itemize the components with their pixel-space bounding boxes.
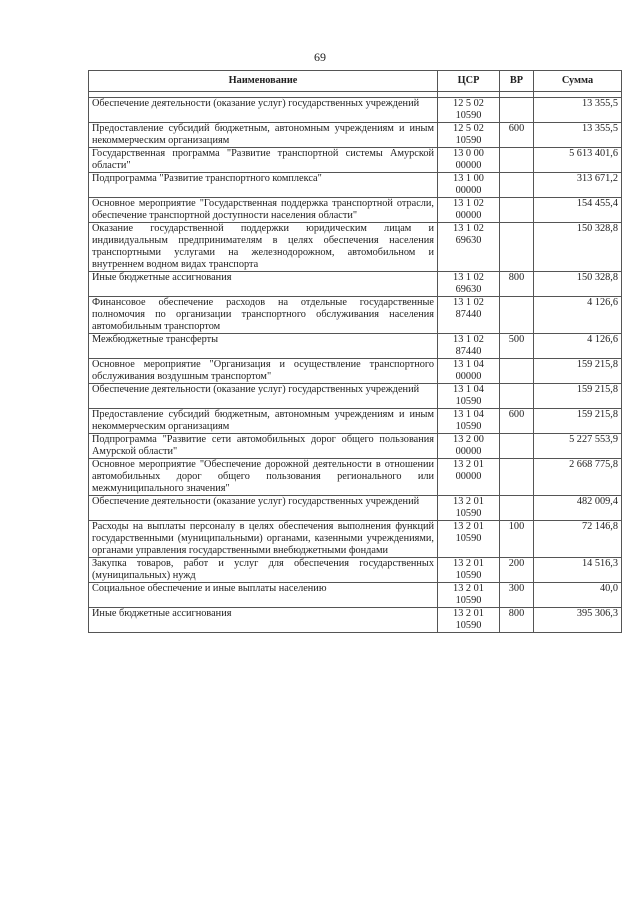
table-row [89, 148, 622, 173]
cell-csr: 13 2 01 10590 [438, 608, 500, 633]
cell-vr: 100 [500, 521, 534, 558]
cell-sum: 4 126,6 [534, 297, 622, 334]
cell-name: Иные бюджетные ассигнования [89, 272, 438, 297]
cell-vr: 800 [500, 272, 534, 297]
cell-vr [500, 496, 534, 521]
cell-name: Обеспечение деятельности (оказание услуг) государственных учреждений [89, 496, 438, 521]
cell-sum: 159 215,8 [534, 409, 622, 434]
cell-sum: 2 668 775,8 [534, 459, 622, 496]
cell-csr: 13 2 01 10590 [438, 558, 500, 583]
cell-csr: 13 2 01 00000 [438, 459, 500, 496]
cell-name: Государственная программа "Развитие транспортной системы Амурской области" [89, 148, 438, 173]
table-row [89, 608, 622, 633]
cell-name: Иные бюджетные ассигнования [89, 608, 438, 633]
table-row [89, 409, 622, 434]
table-row [89, 384, 622, 409]
cell-name: Предоставление субсидий бюджетным, автономным учреждениям и иным некоммерческим организациям [89, 123, 438, 148]
cell-csr: 13 1 02 87440 [438, 297, 500, 334]
cell-name: Подпрограмма "Развитие транспортного комплекса" [89, 173, 438, 198]
cell-name: Оказание государственной поддержки юридическим лицам и индивидуальным предпринимателям в целях обеспечения населения транспортными услугами на железнодорожном, автомобильном и внутреннем водном видах транспорта [89, 223, 438, 272]
cell-name: Обеспечение деятельности (оказание услуг) государственных учреждений [89, 98, 438, 123]
cell-csr: 13 2 01 10590 [438, 496, 500, 521]
table-row [89, 173, 622, 198]
cell-vr [500, 297, 534, 334]
cell-name: Предоставление субсидий бюджетным, автономным учреждениям и иным некоммерческим организациям [89, 409, 438, 434]
table-row [89, 459, 622, 496]
cell-vr [500, 359, 534, 384]
table-row [89, 334, 622, 359]
table-row [89, 198, 622, 223]
cell-csr: 13 1 04 10590 [438, 384, 500, 409]
header-name: Наименование [89, 71, 438, 92]
cell-sum: 313 671,2 [534, 173, 622, 198]
cell-vr: 200 [500, 558, 534, 583]
table-row [89, 223, 622, 272]
cell-vr: 500 [500, 334, 534, 359]
cell-name: Основное мероприятие "Организация и осуществление транспортного обслуживания воздушным транспортом" [89, 359, 438, 384]
cell-name: Закупка товаров, работ и услуг для обеспечения государственных (муниципальных) нужд [89, 558, 438, 583]
header-vr: ВР [500, 71, 534, 92]
cell-sum: 150 328,8 [534, 272, 622, 297]
cell-vr [500, 384, 534, 409]
table-row [89, 272, 622, 297]
cell-csr: 12 5 02 10590 [438, 98, 500, 123]
table-row [89, 123, 622, 148]
cell-sum: 14 516,3 [534, 558, 622, 583]
cell-csr: 13 2 00 00000 [438, 434, 500, 459]
table-row [89, 434, 622, 459]
cell-sum: 159 215,8 [534, 384, 622, 409]
cell-sum: 159 215,8 [534, 359, 622, 384]
cell-name: Социальное обеспечение и иные выплаты населению [89, 583, 438, 608]
cell-csr: 13 1 04 00000 [438, 359, 500, 384]
cell-vr [500, 223, 534, 272]
cell-vr: 600 [500, 123, 534, 148]
cell-vr: 600 [500, 409, 534, 434]
cell-csr: 13 2 01 10590 [438, 521, 500, 558]
cell-vr [500, 459, 534, 496]
table-row [89, 359, 622, 384]
cell-name: Межбюджетные трансферты [89, 334, 438, 359]
table-header-row [89, 71, 622, 92]
cell-csr: 13 1 02 69630 [438, 223, 500, 272]
cell-csr: 13 1 02 69630 [438, 272, 500, 297]
cell-csr: 13 1 02 87440 [438, 334, 500, 359]
budget-table [88, 70, 622, 633]
cell-sum: 395 306,3 [534, 608, 622, 633]
cell-vr [500, 173, 534, 198]
cell-sum: 13 355,5 [534, 98, 622, 123]
cell-name: Подпрограмма "Развитие сети автомобильных дорог общего пользования Амурской области" [89, 434, 438, 459]
cell-vr [500, 434, 534, 459]
cell-sum: 40,0 [534, 583, 622, 608]
cell-vr: 300 [500, 583, 534, 608]
cell-csr: 13 0 00 00000 [438, 148, 500, 173]
cell-vr [500, 148, 534, 173]
table-row [89, 558, 622, 583]
table-row [89, 98, 622, 123]
cell-name: Расходы на выплаты персоналу в целях обеспечения выполнения функций государственными (муниципальными) органами, казенными учреждениями, органами управления государственными внебюджетными фондами [89, 521, 438, 558]
cell-sum: 150 328,8 [534, 223, 622, 272]
cell-vr [500, 98, 534, 123]
cell-sum: 72 146,8 [534, 521, 622, 558]
table-row [89, 521, 622, 558]
table-row [89, 297, 622, 334]
header-sum: Сумма [534, 71, 622, 92]
cell-csr: 13 1 00 00000 [438, 173, 500, 198]
cell-name: Основное мероприятие "Государственная поддержка транспортной отрасли, обеспечение транспортной доступности населения области" [89, 198, 438, 223]
cell-csr: 13 2 01 10590 [438, 583, 500, 608]
cell-sum: 13 355,5 [534, 123, 622, 148]
cell-name: Обеспечение деятельности (оказание услуг) государственных учреждений [89, 384, 438, 409]
page-number: 69 [314, 50, 326, 64]
cell-sum: 4 126,6 [534, 334, 622, 359]
cell-name: Основное мероприятие "Обеспечение дорожной деятельности в отношении автомобильных дорог общего пользования регионального или межмуниципального значения" [89, 459, 438, 496]
cell-csr: 13 1 04 10590 [438, 409, 500, 434]
cell-csr: 13 1 02 00000 [438, 198, 500, 223]
cell-sum: 5 227 553,9 [534, 434, 622, 459]
cell-csr: 12 5 02 10590 [438, 123, 500, 148]
cell-sum: 482 009,4 [534, 496, 622, 521]
table-row [89, 583, 622, 608]
table-row [89, 496, 622, 521]
cell-name: Финансовое обеспечение расходов на отдельные государственные полномочия по организации транспортного обслуживания населения автомобильным транспортом [89, 297, 438, 334]
header-csr: ЦСР [438, 71, 500, 92]
cell-sum: 5 613 401,6 [534, 148, 622, 173]
cell-vr: 800 [500, 608, 534, 633]
cell-vr [500, 198, 534, 223]
cell-sum: 154 455,4 [534, 198, 622, 223]
